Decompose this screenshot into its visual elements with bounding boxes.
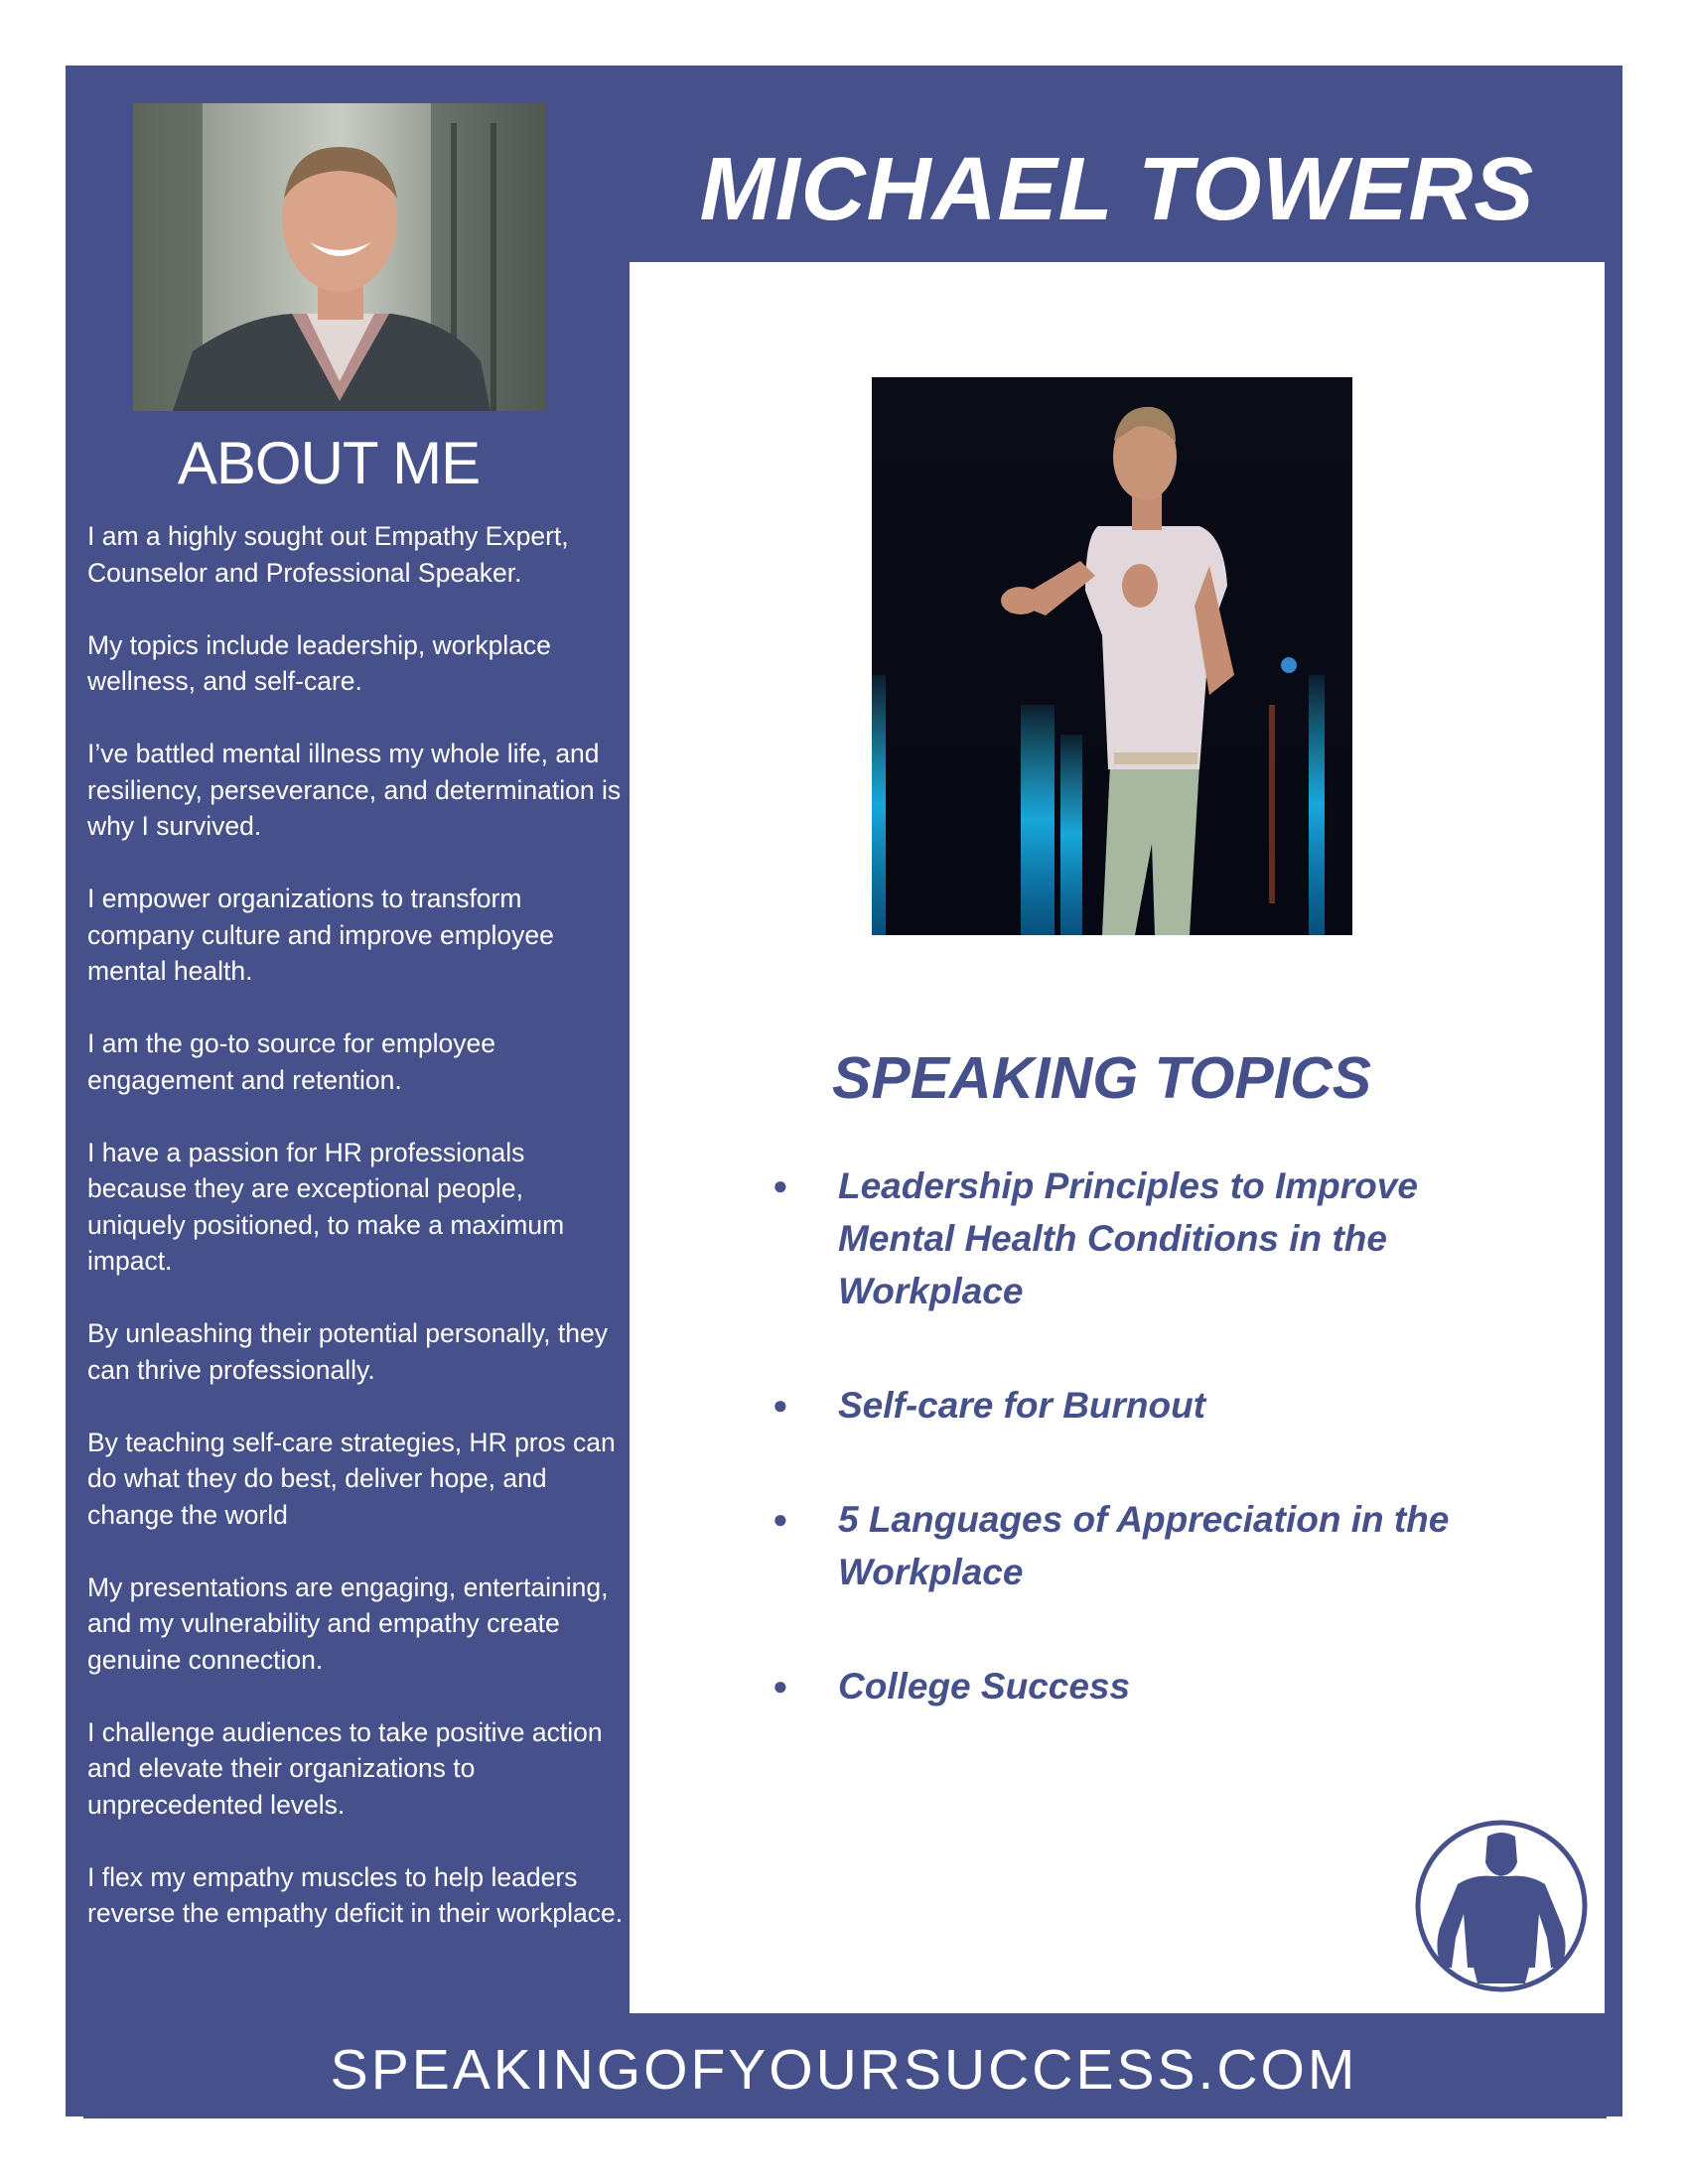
stage-photo bbox=[872, 377, 1352, 935]
bullet-icon: ● bbox=[773, 1390, 788, 1420]
headshot-photo bbox=[133, 103, 546, 411]
topic-item bbox=[765, 1660, 1519, 1712]
about-paragraph: I am the go-to source for employee engagement and retention. bbox=[87, 1028, 495, 1095]
speaking-topics-title: SPEAKING TOPICS bbox=[832, 1045, 1372, 1111]
speaking-topics-list bbox=[765, 1160, 1519, 1774]
topic-item bbox=[765, 1160, 1519, 1317]
about-paragraph: I empower organizations to transform company culture and improve employee mental health. bbox=[87, 884, 554, 986]
topic-label: 5 Languages of Appreciation in the Workplace bbox=[838, 1499, 1450, 1592]
bullet-icon: ● bbox=[773, 1671, 788, 1701]
about-paragraph: I challenge audiences to take positive action and elevate their organizations to unprecedented levels. bbox=[87, 1716, 603, 1820]
strongman-logo-icon bbox=[1414, 1819, 1589, 1993]
about-paragraph: By unleashing their potential personally, they can thrive professionally. bbox=[87, 1318, 608, 1385]
footer-url: SPEAKINGOFYOURSUCCESS.COM bbox=[330, 2038, 1358, 2102]
topic-label: Leadership Principles to Improve Mental Health Conditions in the Workplace bbox=[838, 1165, 1418, 1311]
speaker-name: MICHAEL TOWERS bbox=[699, 140, 1535, 239]
about-paragraph: I’ve battled mental illness my whole life, and resiliency, perseverance, and determination is why I survived. bbox=[87, 739, 622, 841]
about-body bbox=[87, 518, 624, 1968]
topic-label: Self-care for Burnout bbox=[838, 1385, 1206, 1426]
topic-item bbox=[765, 1379, 1519, 1432]
bullet-icon: ● bbox=[773, 1504, 788, 1534]
about-title: ABOUT ME bbox=[177, 430, 481, 496]
topic-label: College Success bbox=[838, 1666, 1131, 1706]
about-paragraph: My presentations are engaging, entertaining, and my vulnerability and empathy create genuine connection. bbox=[87, 1571, 609, 1675]
about-paragraph: I am a highly sought out Empathy Expert, Counselor and Professional Speaker. bbox=[87, 521, 569, 588]
about-paragraph: I flex my empathy muscles to help leaders reverse the empathy deficit in their workplace. bbox=[87, 1861, 624, 1928]
about-paragraph: I have a passion for HR professionals because they are exceptional people, uniquely positioned, to make a maximum impact. bbox=[87, 1137, 565, 1276]
about-paragraph: By teaching self-care strategies, HR pros can do what they do best, deliver hope, and change the world bbox=[87, 1427, 616, 1530]
about-paragraph: My topics include leadership, workplace wellness, and self-care. bbox=[87, 629, 551, 696]
bullet-icon: ● bbox=[773, 1170, 788, 1200]
topic-item bbox=[765, 1493, 1519, 1598]
bottom-rule bbox=[83, 2116, 1607, 2118]
